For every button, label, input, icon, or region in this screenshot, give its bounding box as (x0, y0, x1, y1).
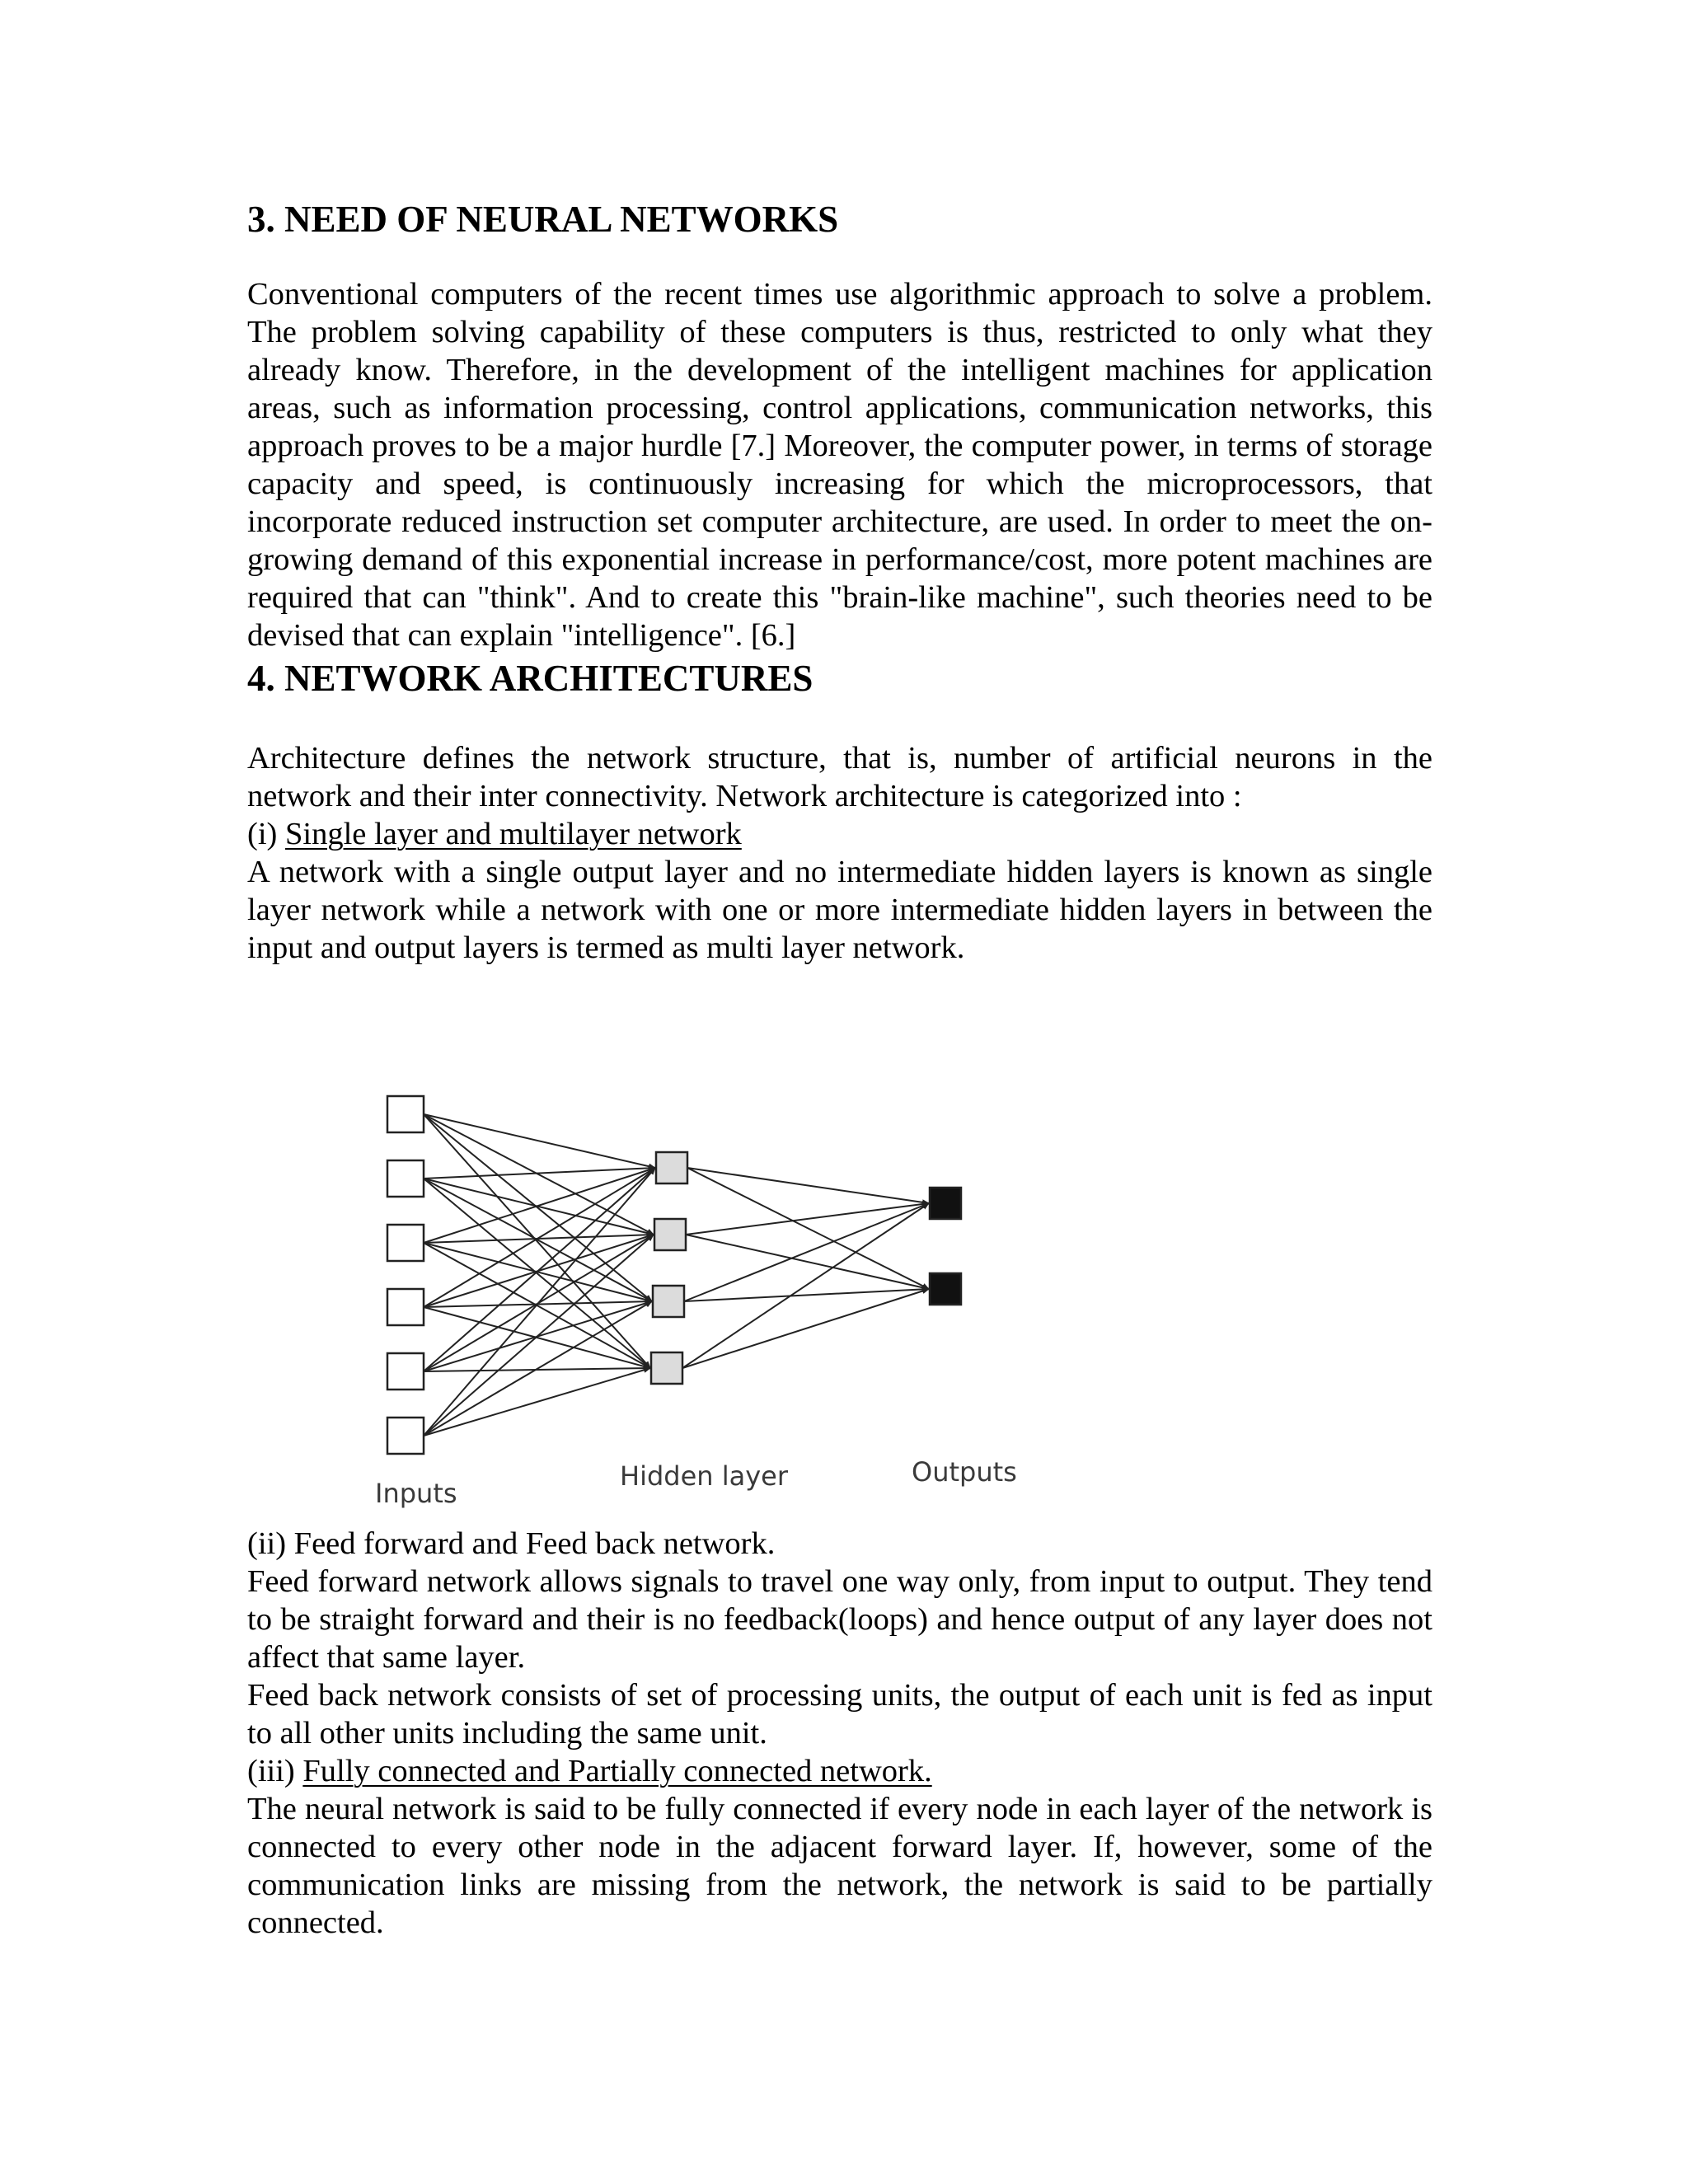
item-2-text-2: Feed back network consists of set of processing units, the output of each unit is fed as input to all other units including the same unit. (247, 1678, 1432, 1750)
connection-input-3-hidden-1 (424, 1168, 655, 1243)
outputs-label: Outputs (912, 1456, 1017, 1488)
item-3-title: Fully connected and Partially connected network. (302, 1754, 932, 1788)
output-node-2 (930, 1273, 961, 1305)
item-1-text: A network with a single output layer and no intermediate hidden layers is known as single layer network while a network with one or more intermediate hidden layers in between the input and output layers is termed as multi layer network. (247, 855, 1432, 965)
connection-input-1-hidden-2 (424, 1114, 654, 1235)
connection-input-6-hidden-2 (424, 1235, 654, 1436)
connection-input-2-hidden-3 (424, 1179, 652, 1301)
item-2-text-1: Feed forward network allows signals to travel one way only, from input to output. They tend to be straight forward and their is no feedback(loops) and hence output of any layer does not affect that same layer. (247, 1564, 1432, 1675)
hidden-node-4 (651, 1352, 682, 1384)
item-3-heading (247, 1752, 1432, 1790)
connection-input-5-hidden-1 (424, 1168, 655, 1371)
hidden-node-1 (656, 1152, 687, 1183)
section-4-heading: 4. NETWORK ARCHITECTURES (247, 658, 814, 699)
connection-input-6-hidden-4 (424, 1368, 650, 1436)
network-nodes (387, 1096, 961, 1454)
hidden-node-2 (654, 1219, 686, 1250)
hidden-node-3 (653, 1286, 684, 1317)
neural-network-diagram (363, 1080, 1022, 1516)
connection-hidden-2-output-1 (686, 1203, 929, 1235)
connection-hidden-3-output-2 (684, 1289, 929, 1301)
section-4-intro: Architecture defines the network structure, that is, number of artificial neurons in the network and their inter connectivity. Network architecture is categorized into : (247, 741, 1432, 813)
inputs-label: Inputs (375, 1478, 457, 1509)
output-node-1 (930, 1188, 961, 1219)
item-1-title: Single layer and multilayer network (284, 817, 742, 851)
input-node-2 (387, 1160, 424, 1197)
section-3-paragraph: Conventional computers of the recent times use algorithmic approach to solve a problem. The problem solving capability of these computers is thus, restricted to only what they already know. Therefore, in the development of the intelligent machines for application areas, such as information processing, control applications, communication networks, this approach proves to be a major hurdle [7.] Moreover, the computer power, in terms of storage capacity and speed, is continuously increasing for which the microprocessors, that incorporate reduced instruction set computer architecture, are used. In order to meet the on-growing demand of this exponential increase in performance/cost, more potent machines are required that can "think". And to create this "brain-like machine", such theories need to be devised that can explain "intelligence". [6.] (247, 277, 1432, 653)
item-1-heading (247, 815, 1432, 853)
input-node-3 (387, 1225, 424, 1261)
section-4-continued (247, 1525, 1432, 1942)
section-3-heading: 3. NEED OF NEURAL NETWORKS (247, 199, 839, 240)
connection-hidden-3-output-1 (684, 1203, 929, 1301)
connection-hidden-2-output-2 (686, 1235, 929, 1289)
input-node-1 (387, 1096, 424, 1132)
section-4 (247, 657, 1432, 967)
input-node-4 (387, 1289, 424, 1325)
hidden-layer-label: Hidden layer (620, 1460, 788, 1492)
input-node-6 (387, 1418, 424, 1454)
connection-input-4-hidden-1 (424, 1168, 655, 1307)
connection-hidden-4-output-2 (682, 1289, 929, 1368)
connection-input-2-hidden-1 (424, 1168, 655, 1179)
item-3-text: The neural network is said to be fully connected if every node in each layer of the network is connected to every other node in the adjacent forward layer. If, however, some of the communication links are missing from the network, the network is said to be partially connected. (247, 1792, 1432, 1940)
item-1-prefix: (i) (247, 817, 285, 851)
section-3 (247, 198, 1432, 654)
connection-input-1-hidden-1 (424, 1114, 655, 1168)
input-node-5 (387, 1353, 424, 1390)
item-3-prefix: (iii) (247, 1754, 303, 1788)
item-2-title: (ii) Feed forward and Feed back network. (247, 1526, 776, 1561)
